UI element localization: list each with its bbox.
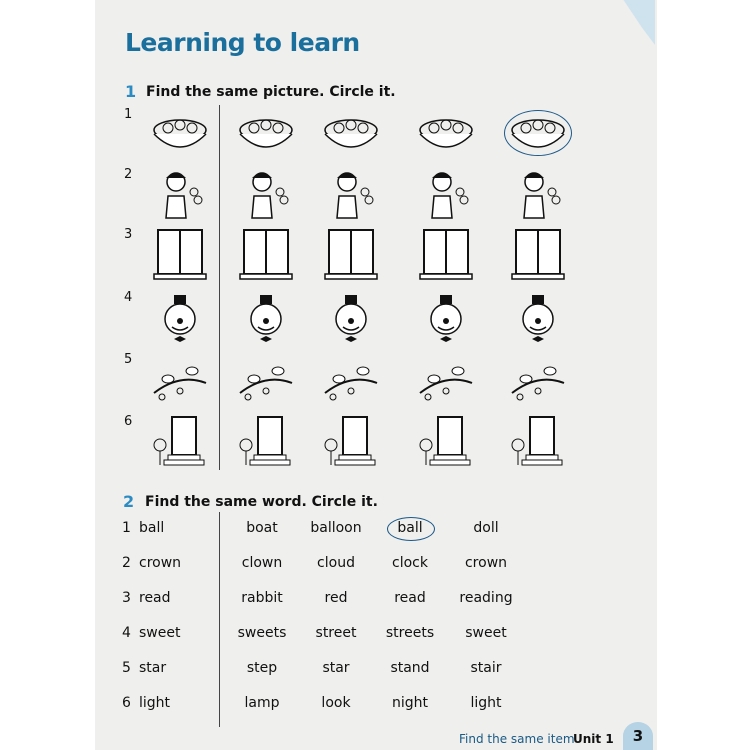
word-option[interactable]: street (315, 625, 357, 641)
picture-row-number: 4 (124, 290, 133, 305)
picture-option-birds-on-branch[interactable] (150, 353, 210, 405)
word-row-number: 3 (122, 590, 131, 606)
picture-option-clown[interactable] (416, 291, 476, 343)
picture-option-door[interactable] (508, 415, 568, 467)
picture-option-bowl[interactable] (236, 108, 296, 160)
picture-option-clown[interactable] (321, 291, 381, 343)
word-option[interactable]: ball (397, 520, 423, 536)
picture-option-door[interactable] (321, 415, 381, 467)
word-option[interactable]: clock (392, 555, 428, 571)
section2-instruction: Find the same word. Circle it. (145, 494, 378, 510)
picture-option-door[interactable] (150, 415, 210, 467)
picture-row-number: 5 (124, 352, 133, 367)
word-row-number: 4 (122, 625, 131, 641)
page-number: 3 (623, 722, 653, 750)
picture-option-girl-with-flowers[interactable] (236, 168, 296, 220)
target-word: star (139, 660, 167, 676)
picture-option-bowl[interactable] (416, 108, 476, 160)
picture-option-window[interactable] (416, 228, 476, 280)
picture-option-birds-on-branch[interactable] (236, 353, 296, 405)
picture-option-girl-with-flowers[interactable] (508, 168, 568, 220)
picture-option-clown[interactable] (150, 291, 210, 343)
word-option[interactable]: boat (246, 520, 278, 536)
word-option[interactable]: star (322, 660, 350, 676)
word-option[interactable]: doll (473, 520, 499, 536)
target-word: crown (139, 555, 182, 571)
picture-option-bowl[interactable] (321, 108, 381, 160)
target-word: sweet (139, 625, 181, 641)
word-option[interactable]: look (321, 695, 351, 711)
word-option[interactable]: sweets (237, 625, 287, 641)
picture-option-girl-with-flowers[interactable] (150, 168, 210, 220)
section1-instruction: Find the same picture. Circle it. (146, 84, 396, 100)
word-option[interactable]: red (324, 590, 348, 606)
divider (219, 512, 220, 727)
answer-circle (504, 110, 572, 156)
word-option[interactable]: cloud (317, 555, 355, 571)
page-title: Learning to learn (125, 28, 360, 57)
picture-option-window[interactable] (321, 228, 381, 280)
picture-option-girl-with-flowers[interactable] (416, 168, 476, 220)
picture-option-door[interactable] (416, 415, 476, 467)
picture-option-birds-on-branch[interactable] (508, 353, 568, 405)
footer-topic: Find the same item (459, 732, 575, 746)
word-option[interactable]: lamp (244, 695, 280, 711)
picture-option-clown[interactable] (236, 291, 296, 343)
word-option[interactable]: sweet (465, 625, 507, 641)
picture-option-clown[interactable] (508, 291, 568, 343)
picture-option-door[interactable] (236, 415, 296, 467)
word-option[interactable]: stand (390, 660, 430, 676)
picture-option-girl-with-flowers[interactable] (321, 168, 381, 220)
target-word: ball (139, 520, 165, 536)
word-option[interactable]: reading (459, 590, 513, 606)
word-row-number: 6 (122, 695, 131, 711)
picture-row-number: 2 (124, 167, 133, 182)
word-option[interactable]: stair (470, 660, 502, 676)
picture-row-number: 3 (124, 227, 133, 242)
word-option[interactable]: clown (241, 555, 283, 571)
section2-number: 2 (123, 492, 135, 511)
word-option[interactable]: night (391, 695, 429, 711)
picture-option-window[interactable] (236, 228, 296, 280)
picture-option-birds-on-branch[interactable] (416, 353, 476, 405)
footer-unit: Unit 1 (573, 732, 614, 746)
word-option[interactable]: rabbit (241, 590, 283, 606)
divider (219, 105, 220, 470)
word-row-number: 2 (122, 555, 131, 571)
picture-option-bowl[interactable] (150, 108, 210, 160)
word-option[interactable]: read (394, 590, 426, 606)
picture-option-window[interactable] (150, 228, 210, 280)
picture-row-number: 6 (124, 414, 133, 429)
picture-option-birds-on-branch[interactable] (321, 353, 381, 405)
word-option[interactable]: balloon (310, 520, 362, 536)
word-option[interactable]: step (246, 660, 278, 676)
word-option[interactable]: crown (464, 555, 508, 571)
word-row-number: 5 (122, 660, 131, 676)
target-word: read (139, 590, 171, 606)
answer-circle (387, 517, 435, 541)
word-option[interactable]: streets (385, 625, 435, 641)
target-word: light (139, 695, 171, 711)
picture-option-window[interactable] (508, 228, 568, 280)
section1-number: 1 (125, 82, 137, 101)
word-option[interactable]: light (470, 695, 502, 711)
word-row-number: 1 (122, 520, 131, 536)
picture-row-number: 1 (124, 107, 133, 122)
